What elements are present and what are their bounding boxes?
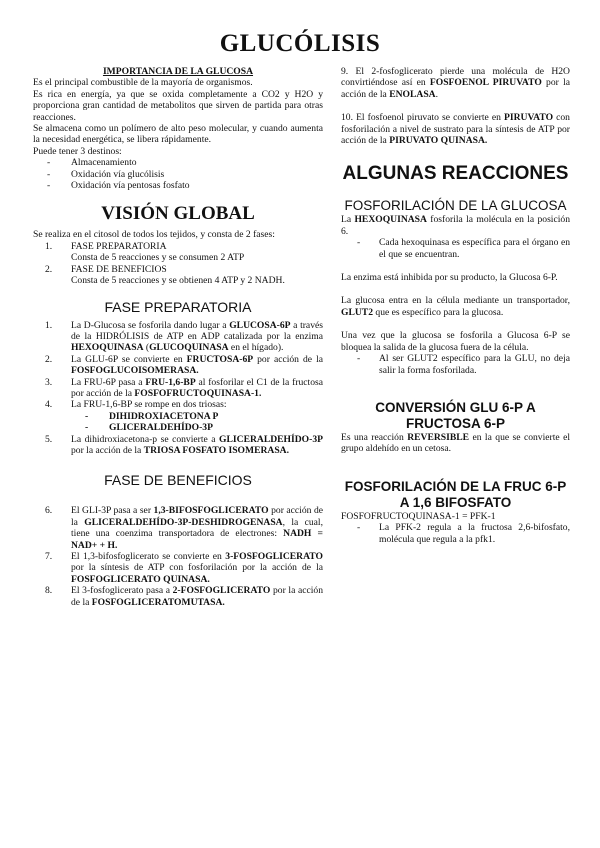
fosforilacion-p3: La glucosa entra en la célula mediante un transportador, GLUT2 que es específico para la glucosa. <box>341 295 570 318</box>
list-item: 2. FASE DE BENEFICIOS Consta de 5 reacciones y se obtienen 4 ATP y 2 NADH. <box>45 263 285 287</box>
list-item: 8. El 3-fosfoglicerato pasa a 2-FOSFOGLICERATO por la acción de la FOSFOGLICERATOMUTASA. <box>45 585 323 608</box>
importancia-p2: Es rica en energía, ya que se oxida completamente a CO2 y H2O y proporciona gran cantidad de metabolitos que sirven de partida para otras reacciones. <box>33 88 323 123</box>
list-item: 7. El 1,3-bifosfoglicerato se convierte en 3-FOSFOGLICERATO por la síntesis de ATP con fosforilación por la acción de la FOSFOGLICERATO QUINASA. <box>45 551 323 585</box>
list-item: - GLICERALDEHÍDO-3P <box>71 422 323 433</box>
right-column <box>341 66 570 545</box>
fosforilacion-p1: La HEXOQUINASA fosforila la molécula en la posición 6. <box>341 214 570 237</box>
preparatoria-list <box>33 320 323 457</box>
fruc-heading: FOSFORILACIÓN DE LA FRUC 6-P A 1,6 BIFOSFATO <box>344 478 567 510</box>
vision-heading: VISIÓN GLOBAL <box>101 203 255 225</box>
list-item: - Cada hexoquinasa es específica para el órgano en el que se encuentran. <box>341 237 570 260</box>
beneficios-list <box>33 505 323 608</box>
destinos-list <box>33 157 323 191</box>
conversion-p: Es una reacción REVERSIBLE en la que se convierte el grupo aldehído en un cetosa. <box>341 431 570 455</box>
preparatoria-heading: FASE PREPARATORIA <box>104 298 252 315</box>
importancia-p1: Es el principal combustible de la mayoría de organismos. <box>33 77 253 89</box>
list-item: 1. La D-Glucosa se fosforila dando lugar a GLUCOSA-6P a través de la HIDRÓLISIS de ATP en ADP catalizada por la enzima HEXOQUINASA (GLUCOQUINASA en el hígado). <box>45 319 323 354</box>
list-item: - DIHIDROXIACETONA P <box>71 411 323 422</box>
list-item: 1. FASE PREPARATORIA Consta de 5 reacciones y se consumen 2 ATP <box>45 240 245 264</box>
list-item: - Almacenamiento <box>33 157 323 168</box>
importancia-p3: Se almacena como un polímero de alto peso molecular, y cuando aumenta la necesidad energética, se libera rápidamente. <box>33 123 323 146</box>
list-item: 2. La GLU-6P se convierte en FRUCTOSA-6P por acción de la FOSFOGLUCOISOMERASA. <box>45 353 323 377</box>
list-item: - Oxidación vía pentosas fosfato <box>33 180 323 191</box>
beneficios-heading: FASE DE BENEFICIOS <box>104 472 252 489</box>
fruc-p: FOSFOFRUCTOQUINASA-1 = PFK-1 <box>341 510 496 522</box>
importancia-p4: Puede tener 3 destinos: <box>33 145 122 157</box>
step-9: 9. El 2-fosfoglicerato pierde una molécula de H2O convirtiéndose así en FOSFOENOL PIRUVATO por la acción de la ENOLASA. <box>341 66 570 100</box>
fosforilacion-p4: Una vez que la glucosa se fosforila a Glucosa 6-P se bloquea la salida de la glucosa fuera de la célula. <box>341 330 570 353</box>
step-10: 10. El fosfoenol piruvato se convierte en PIRUVATO con fosforilación a nivel de sustrato para la síntesis de ATP por acción de la PIRUVATO QUINASA. <box>341 112 570 147</box>
left-column <box>33 66 323 608</box>
importancia-heading: IMPORTANCIA DE LA GLUCOSA <box>102 66 254 77</box>
list-item: 4. La FRU-1,6-BP se rompe en dos triosas: - DIHIDROXIACETONA P - GLICERALDEHÍDO-3P <box>33 399 323 433</box>
list-item: - La PFK-2 regula a la fructosa 2,6-bifosfato, molécula que regula a la pfk1. <box>341 522 570 545</box>
list-item: 5. La dihidroxiacetona-p se convierte a GLICERALDEHÍDO-3P por la acción de la TRIOSA FOSFATO ISOMERASA. <box>45 433 323 456</box>
list-item: 6. El GLI-3P pasa a ser 1,3-BIFOSFOGLICERATO por acción de la GLICERALDEHÍDO-3P-DESHIDROGENASA, la cual, tiene una coenzima transportadora de electrones: NADH = NAD+ + H. <box>45 505 324 551</box>
vision-intro: Se realiza en el citosol de todos los tejidos, y consta de 2 fases: <box>33 229 275 241</box>
list-item: - Oxidación vía glucólisis <box>33 169 323 180</box>
fases-list <box>33 241 323 287</box>
triosas-list <box>71 411 323 434</box>
fosforilacion-heading: FOSFORILACIÓN DE LA GLUCOSA <box>344 198 567 214</box>
conversion-heading: CONVERSIÓN GLU 6-P A FRUCTOSA 6-P <box>375 399 536 431</box>
page-title: GLUCÓLISIS <box>219 30 381 57</box>
fosforilacion-p2: La enzima está inhibida por su producto, la Glucosa 6-P. <box>341 272 558 284</box>
list-item: 3. La FRU-6P pasa a FRU-1,6-BP al fosforilar el C1 de la fructosa por acción de la FOSFOFRUCTOQUINASA-1. <box>45 376 324 399</box>
reacciones-heading: ALGUNAS REACCIONES <box>342 163 569 185</box>
list-item: - Al ser GLUT2 específico para la GLU, no deja salir la forma fosforilada. <box>341 353 570 376</box>
